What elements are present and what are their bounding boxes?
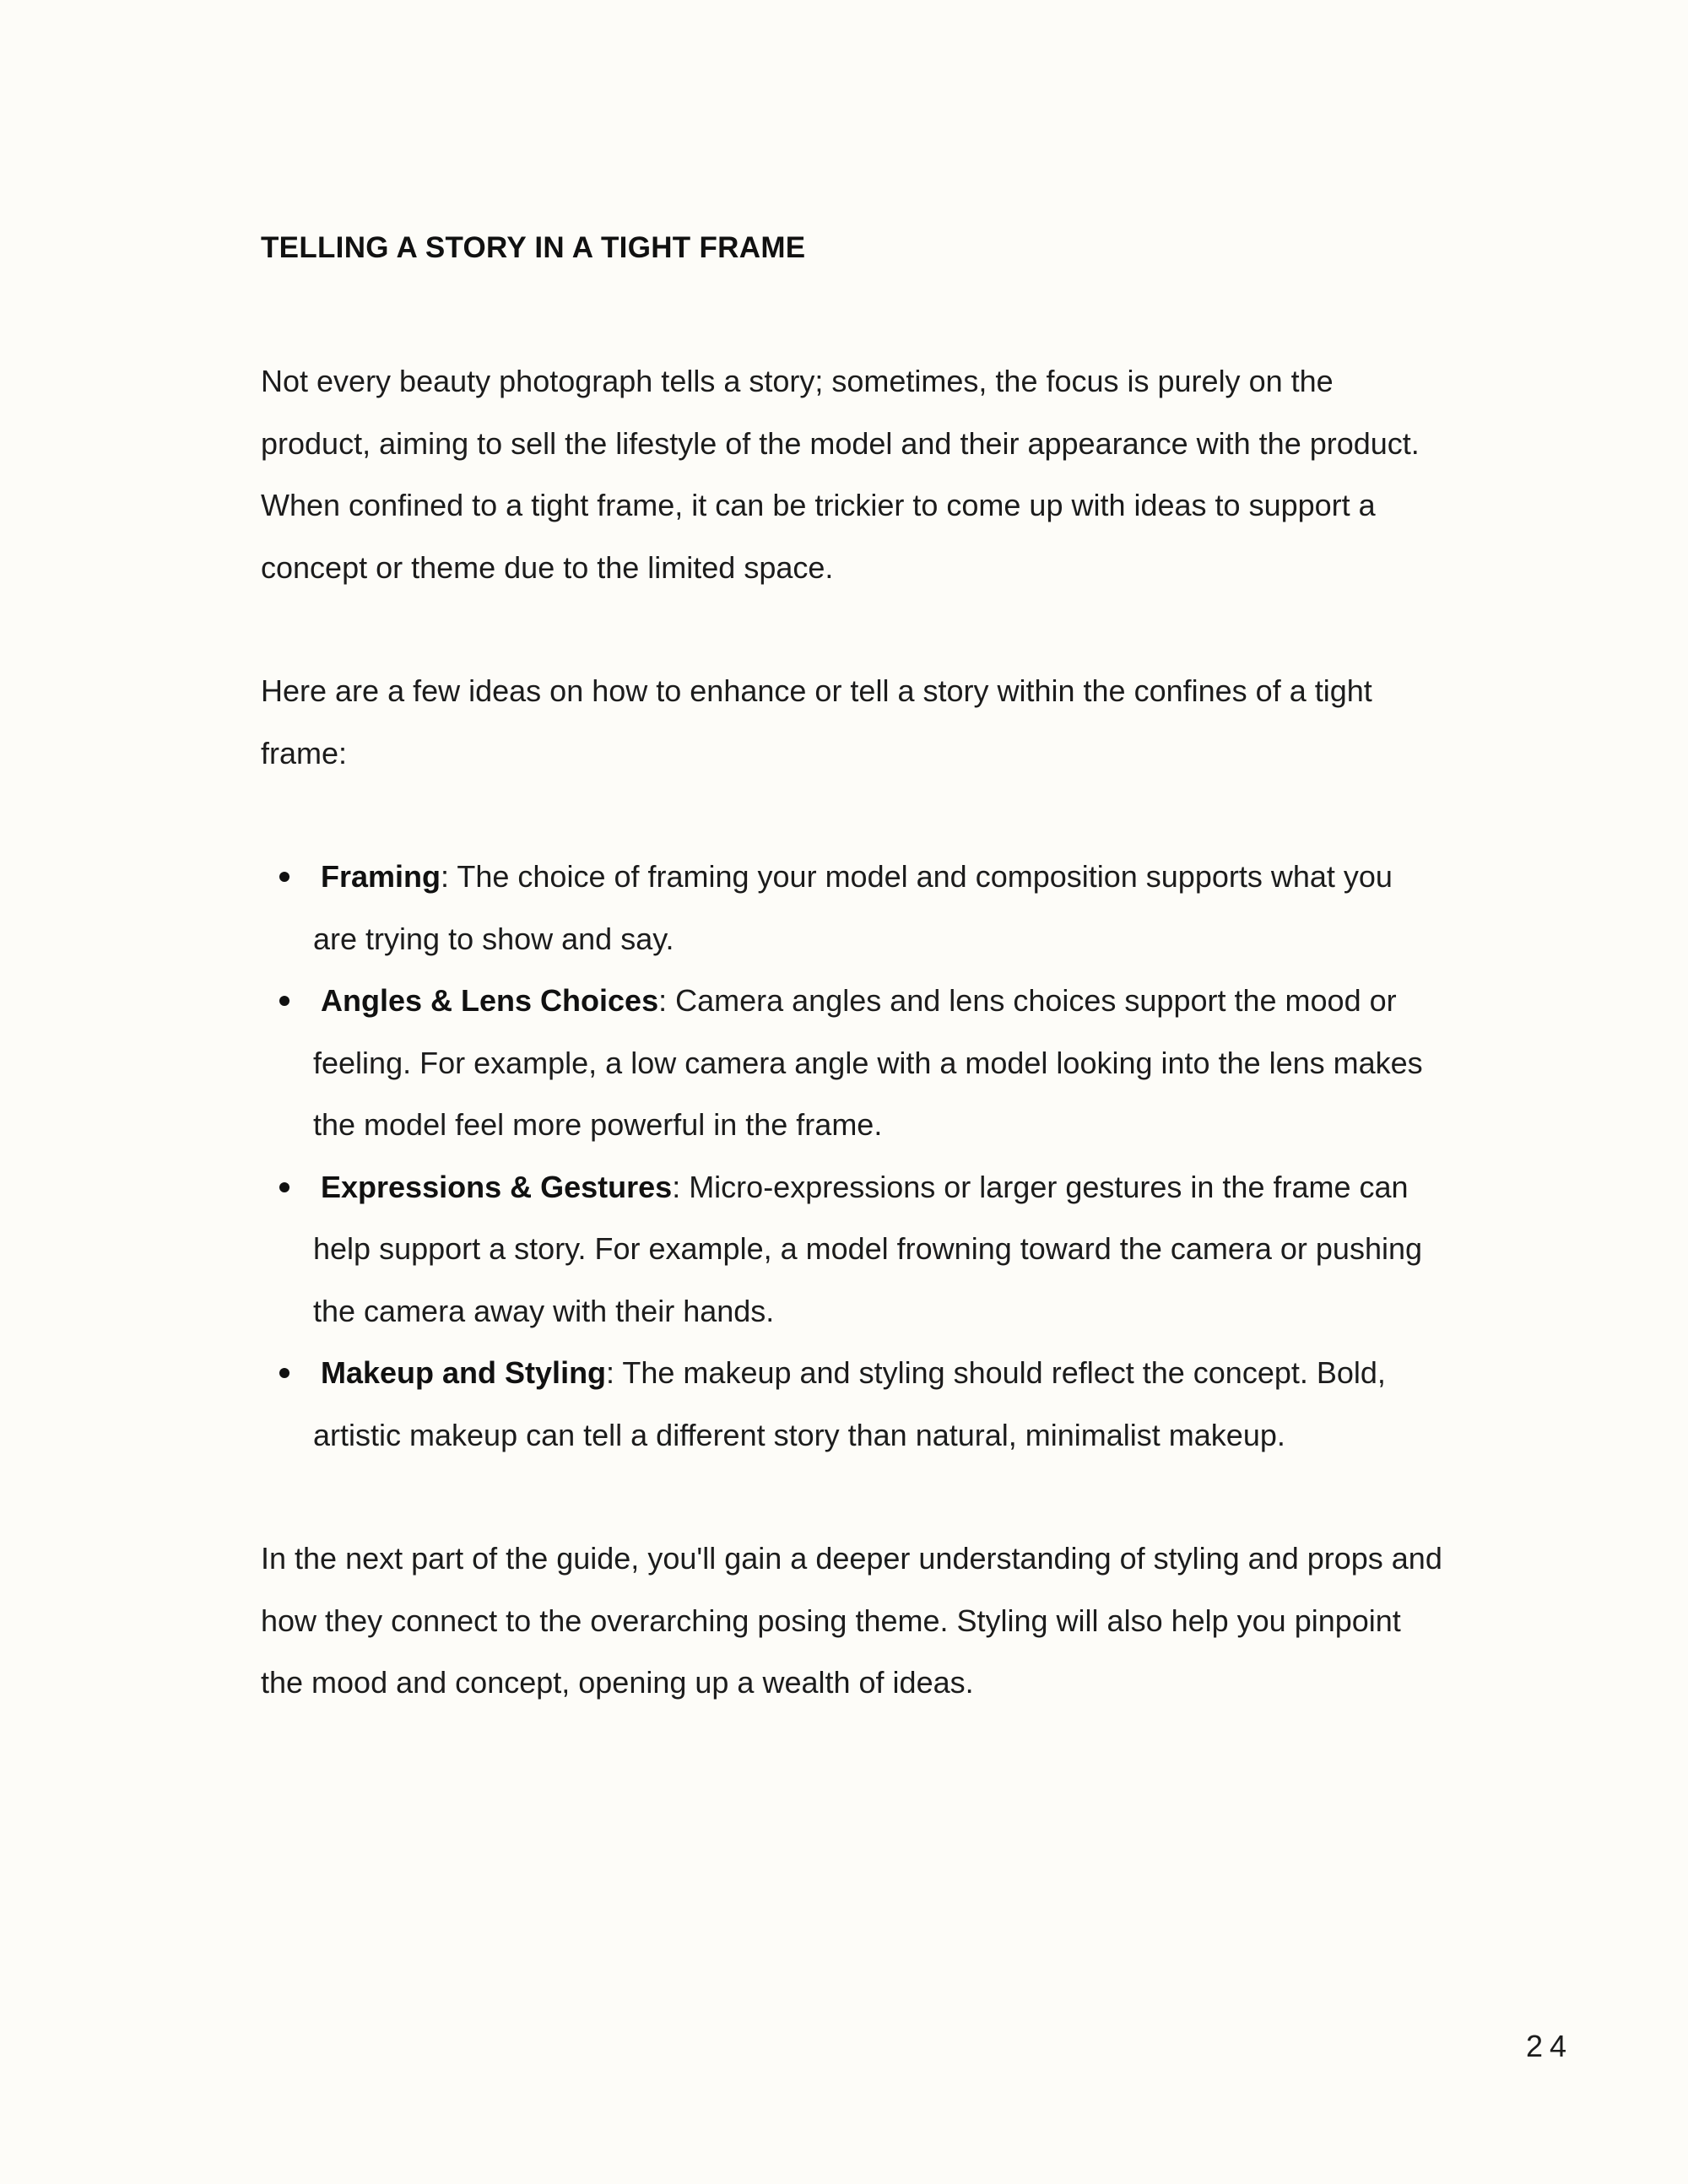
list-item-text: : Micro-expressions or larger gestures in the frame can help support a story. For example, a model frowning toward the camera or pushing the camera away with their hands. [313, 1169, 1422, 1328]
list-item-text: : The choice of framing your model and composition supports what you are trying to show and say. [313, 859, 1393, 956]
closing-paragraph: In the next part of the guide, you'll gain a deeper understanding of styling and props and how they connect to the overarching posing theme. Styling will also help you pinpoint the mood and concept, opening up a wealth of ideas. [261, 1541, 1442, 1700]
list-item-text: : Camera angles and lens choices support the mood or feeling. For example, a low camera angle with a model looking into the lens makes the model feel more powerful in the frame. [313, 983, 1423, 1142]
list-item-text: : The makeup and styling should reflect the concept. Bold, artistic makeup can tell a different story than natural, minimalist makeup. [313, 1355, 1386, 1452]
list-item-term: Angles & Lens Choices [321, 983, 659, 1018]
bullet-icon [279, 872, 289, 882]
bullet-icon [279, 1368, 289, 1378]
bullet-icon [279, 996, 289, 1006]
list-item-angles-lens-choices [261, 970, 1442, 1156]
lead-in-paragraph: Here are a few ideas on how to enhance or tell a story within the confines of a tight frame: [261, 673, 1372, 770]
intro-paragraph: Not every beauty photograph tells a story; sometimes, the focus is purely on the product, aiming to sell the lifestyle of the model and their appearance with the product. When confined to a tight frame, it can be trickier to come up with ideas to support a concept or theme due to the limited space. [261, 364, 1420, 585]
bullet-icon [279, 1182, 289, 1192]
ideas-list [261, 846, 1442, 1466]
list-item-makeup-styling [261, 1342, 1442, 1466]
list-item-framing [261, 846, 1442, 970]
list-item-term: Expressions & Gestures [321, 1169, 673, 1204]
list-item-term: Framing [321, 859, 441, 894]
page-number: 24 [1526, 2029, 1574, 2063]
section-heading: TELLING A STORY IN A TIGHT FRAME [261, 231, 806, 264]
list-item-expressions-gestures [261, 1156, 1442, 1343]
list-item-term: Makeup and Styling [321, 1355, 607, 1390]
page-content [261, 226, 1442, 1714]
